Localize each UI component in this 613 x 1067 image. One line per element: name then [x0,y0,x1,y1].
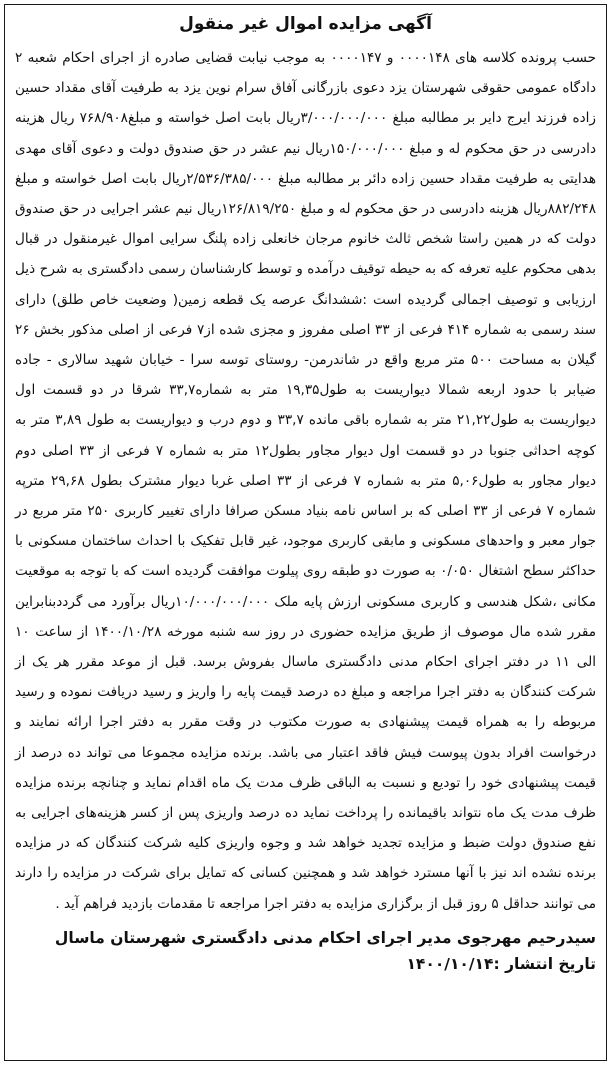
notice-body: حسب پرونده کلاسه های ۰۰۰۰۱۴۸ و ۰۰۰۰۱۴۷ به موجب نیابت قضایی صادره از اجرای احکام شعبه ۲ دادگاه عمومی حقوقی شهرستان یزد دعوی بازرگانی آفاق سرام نوین یزد به طرفیت آقای مقداد حسین زاده فرزند ایرج دایر بر مطالبه مبلغ ۳/۰۰۰/۰۰۰/۰۰۰ریال بابت اصل خواسته و مبلغ۷۶۸/۹۰۸ ریال هزینه دادرسی در حق محکوم له و مبلغ ۱۵۰/۰۰۰/۰۰۰ریال نیم عشر در حق صندوق دولت و دعوی آقای مهدی هدایتی به طرفیت مقداد حسین زاده دائر بر مطالبه مبلغ ۲/۵۳۶/۳۸۵/۰۰۰ریال بابت اصل خواسته و مبلغ ۸۸۲/۲۴۸ریال هزینه دادرسی در حق محکوم له و مبلغ ۱۲۶/۸۱۹/۲۵۰ریال نیم عشر اجرایی در حق صندوق دولت که در همین راستا شخص ثالث خانوم مرجان خانعلی زاده پلنگ سرایی اموال غیرمنقول در قبال بدهی محکوم علیه تعرفه که به حیطه توقیف درآمده و توسط کارشناسان رسمی دادگستری به شرح ذیل ارزیابی و توصیف اجمالی گردیده است :ششدانگ عرصه یک قطعه زمین( وضعیت خاص طلق) دارای سند رسمی به شماره ۴۱۴ فرعی از ۳۳ اصلی مفروز و مجزی شده از۷ فرعی از اصلی مذکور بخش ۲۶ گیلان به مساحت ۵۰۰ متر مربع واقع در شاندرمن- روستای توسه سرا - خیابان شهید سالاری - جاده ضیابر با حدود اربعه شمالا دیواریست به طول۱۹,۳۵ متر به شماره۳۳,۷ شرقا در دو قسمت اول دیواریست به طول۲۱,۲۲ متر به شماره باقی مانده ۳۳,۷ و دوم درب و دیواریست به طول ۳,۸۹ متر به کوچه احداثی جنوبا در دو قسمت اول دیوار مجاور بطول۱۲ متر به شماره ۷ فرعی از ۳۳ اصلی دوم دیوار مجاور به طول۵,۰۶ متر به شماره ۷ فرعی از ۳۳ اصلی غربا دیوار مشترک بطول ۲۹,۶۸ مترپه شماره ۷ فرعی از ۳۳ اصلی که بر اساس نامه بنیاد مسکن صرافا دارای تغییر کاربری ۲۵۰ متر مربع در جوار معبر و واحدهای مسکونی و مابقی کاربری موجود، غیر قابل تفکیک با احداث ساختمان مسکونی با حداکثر سطح اشتغال ۰/۰۵۰ به صورت دو طبقه روی پیلوت موافقت گردیده است که با توجه به موقعیت مکانی ،شکل هندسی و کاربری مسکونی ارزش پایه ملک ۱۰/۰۰۰/۰۰۰/۰۰۰ریال برآورد می گرددبنابراین مقرر شده مال موصوف از طریق مزایده حضوری در روز سه شنبه مورخه ۱۴۰۰/۱۰/۲۸ از ساعت ۱۰ الی ۱۱ در دفتر اجرای احکام مدنی دادگستری ماسال بفروش برسد. قبل از موعد مقرر هر یک از شرکت کنندگان به دفتر اجرا مراجعه و مبلغ ده درصد قیمت پایه را واریز و رسید دریافت نموده و رسید مربوطه را به همراه قیمت پیشنهادی به صورت مکتوب در وقت مقرر به دفتر اجرا ارائه نمایند و درخواست افراد بدون پیوست فیش فاقد اعتبار می باشد. برنده مزایده مجموعا می تواند ده درصد از قیمت پیشنهادی خود را تودیع و نسبت به الباقی ظرف مدت یک ماه اقدام نماید و چنانچه برنده مزایده ظرف مدت یک ماه نتواند باقیمانده را پرداخت نماید ده درصد واریزی پس از کسر هزینه‌های اجرایی به نفع صندوق دولت ضبط و مزایده تجدید خواهد شد و وجوه واریزی کلیه شرکت کنندگان که در مزایده برنده نشده اند نیز با آنها مسترد خواهد شد و همچنین کسانی که تمایل برای شرکت در مزایده را دارند می توانند حداقل ۵ روز قبل از برگزاری مزایده به دفتر اجرا مراجعه تا مقدمات بازدید فراهم آید . [15,50,597,912]
notice-title: آگهی مزایده اموال غیر منقول [179,14,432,34]
publish-date: تاریخ انتشار :۱۴۰۰/۱۰/۱۴ [406,954,596,973]
signatory: سیدرحیم مهرجوی مدیر اجرای احکام مدنی دادگستری شهرستان ماسال [54,928,596,947]
auction-notice [4,4,607,1061]
